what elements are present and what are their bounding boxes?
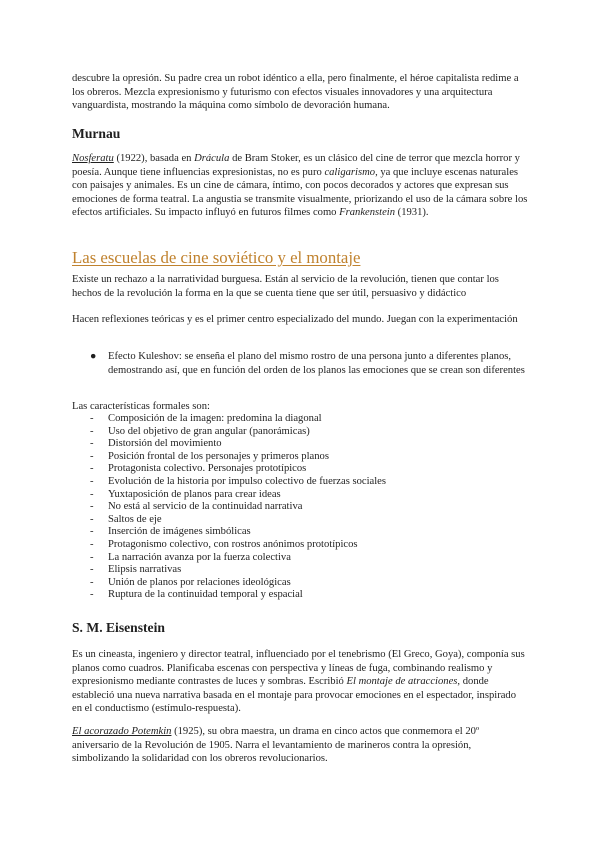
- kuleshov-text: Efecto Kuleshov: se enseña el plano del mismo rostro de una persona junto a diferentes planos, demostrando así, que en función del orden de los planos las emociones que se crean son diferentes: [108, 351, 525, 376]
- dash-marker-icon: -: [90, 501, 94, 513]
- montaje-title: El montaje de atracciones: [346, 676, 458, 688]
- dash-marker-icon: -: [90, 576, 94, 588]
- list-item: [72, 476, 528, 489]
- list-item: [72, 350, 528, 377]
- caligarismo-term: caligarismo: [324, 166, 376, 178]
- list-item: [72, 501, 528, 514]
- list-item: [72, 463, 528, 476]
- dash-marker-icon: -: [90, 438, 94, 450]
- list-item: [72, 539, 528, 552]
- dash-marker-icon: -: [90, 475, 94, 487]
- bullet-dot-icon: ●: [90, 351, 97, 362]
- feature-text: Evolución de la historia por impulso colectivo de fuerzas sociales: [108, 475, 387, 487]
- dash-marker-icon: -: [90, 463, 94, 475]
- dash-marker-icon: -: [90, 488, 94, 500]
- dash-marker-icon: -: [90, 564, 94, 576]
- list-item: [72, 552, 528, 565]
- eisenstein-paragraph-2: [72, 725, 528, 766]
- feature-text: Elipsis narrativas: [108, 564, 182, 576]
- feature-text: Protagonismo colectivo, con rostros anónimos prototípicos: [108, 538, 358, 550]
- dash-marker-icon: -: [90, 526, 94, 538]
- list-item: [72, 577, 528, 590]
- soviet-paragraph-2: Hacen reflexiones teóricas y es el primer centro especializado del mundo. Juegan con la experimentación: [72, 314, 518, 325]
- feature-text: Protagonista colectivo. Personajes prototípicos: [108, 463, 307, 475]
- murnau-text-c: , ya que incluye escenas naturales con paisajes y animales. Es un cine de cámara, íntimo, con pocos decorados y actores que expresan sus emociones de forma teatral. La angustia se transmite visualmente, priorizando el uso de la cámara sobre los efectos artificiales. Su impacto influyó en futuros filmes como: [72, 166, 528, 219]
- murnau-text-a: (1922), basada en: [113, 153, 195, 164]
- feature-text: Posición frontal de los personajes y primeros planos: [108, 450, 329, 462]
- murnau-text-d: (1931).: [395, 207, 429, 219]
- eisenstein-text-a: Es un cineasta, ingeniero y director teatral, influenciado por el tenebrismo (El Greco, Goya), componía sus planos como cuadros. Planificaba escenas con perspectiva y líneas de fuga, combinando realismo y expresionismo mediante contrastes de luces y sombras. Escribió: [72, 649, 525, 688]
- dash-marker-icon: -: [90, 425, 94, 437]
- murnau-heading: Murnau: [72, 126, 121, 141]
- dash-marker-icon: -: [90, 551, 94, 563]
- eisenstein-heading: S. M. Eisenstein: [72, 620, 165, 635]
- dracula-title: Drácula: [194, 153, 230, 164]
- feature-text: Distorsión del movimiento: [108, 438, 222, 450]
- eisenstein-text-b: , donde estableció una nueva narrativa basada en el montaje para provocar emociones en el espectador, inspirado en el conductismo (estímulo-respuesta).: [72, 676, 517, 715]
- frankenstein-title: Frankenstein: [339, 207, 396, 219]
- dash-marker-icon: -: [90, 413, 94, 424]
- feature-text: Uso del objetivo de gran angular (panorámicas): [108, 425, 310, 437]
- potemkin-text: (1925), su obra maestra, un drama en cinco actos que conmemora el 20º aniversario de la Revolución de 1905. Narra el levantamiento de marineros contra la opresión, simbolizando la solidaridad con los obreros revolucionarios.: [72, 726, 480, 765]
- feature-text: Ruptura de la continuidad temporal y espacial: [108, 589, 303, 601]
- feature-text: Inserción de imágenes simbólicas: [108, 526, 251, 538]
- list-item: [72, 489, 528, 502]
- dash-marker-icon: -: [90, 538, 94, 550]
- feature-text: Composición de la imagen: predomina la diagonal: [108, 413, 322, 424]
- feature-text: No está al servicio de la continuidad narrativa: [108, 501, 303, 513]
- soviet-heading: Las escuelas de cine soviético y el montaje: [72, 248, 361, 267]
- feature-text: La narración avanza por la fuerza colectiva: [108, 551, 291, 563]
- kuleshov-list: [72, 350, 528, 377]
- list-item: [72, 514, 528, 527]
- list-item: [72, 564, 528, 577]
- murnau-text-b: de Bram Stoker, es un clásico del cine de terror que mezcla horror y poesía. Aunque tiene influencias expresionistas, no es puro: [72, 153, 520, 178]
- intro-paragraph: descubre la opresión. Su padre crea un robot idéntico a ella, pero finalmente, el héroe capitalista redime a los obreros. Mezcla expresionismo y futurismo con efectos visuales innovadores y una arquitectura vanguardista, mostrando la máquina como símbolo de devoración humana.: [72, 73, 519, 112]
- list-item: [72, 526, 528, 539]
- dash-marker-icon: -: [90, 589, 94, 601]
- eisenstein-paragraph-1: [72, 648, 528, 716]
- soviet-paragraph-1: Existe un rechazo a la narratividad burguesa. Están al servicio de la revolución, tienen que contar los hechos de la revolución la forma en la que se cuenta tiene que ser útil, persuasivo y didáctico: [72, 274, 499, 299]
- feature-text: Yuxtaposición de planos para crear ideas: [108, 488, 281, 500]
- list-item: [72, 413, 528, 426]
- list-item: [72, 589, 528, 602]
- nosferatu-title: Nosferatu: [72, 153, 114, 164]
- list-item: [72, 426, 528, 439]
- features-list: [72, 413, 528, 602]
- dash-marker-icon: -: [90, 513, 94, 525]
- list-item: [72, 438, 528, 451]
- list-item: [72, 451, 528, 464]
- feature-text: Saltos de eje: [108, 513, 162, 525]
- potemkin-title: El acorazado Potemkin: [72, 726, 172, 737]
- dash-marker-icon: -: [90, 450, 94, 462]
- murnau-paragraph: [72, 152, 528, 220]
- feature-text: Unión de planos por relaciones ideológicas: [108, 576, 291, 588]
- features-intro: Las características formales son:: [72, 401, 210, 412]
